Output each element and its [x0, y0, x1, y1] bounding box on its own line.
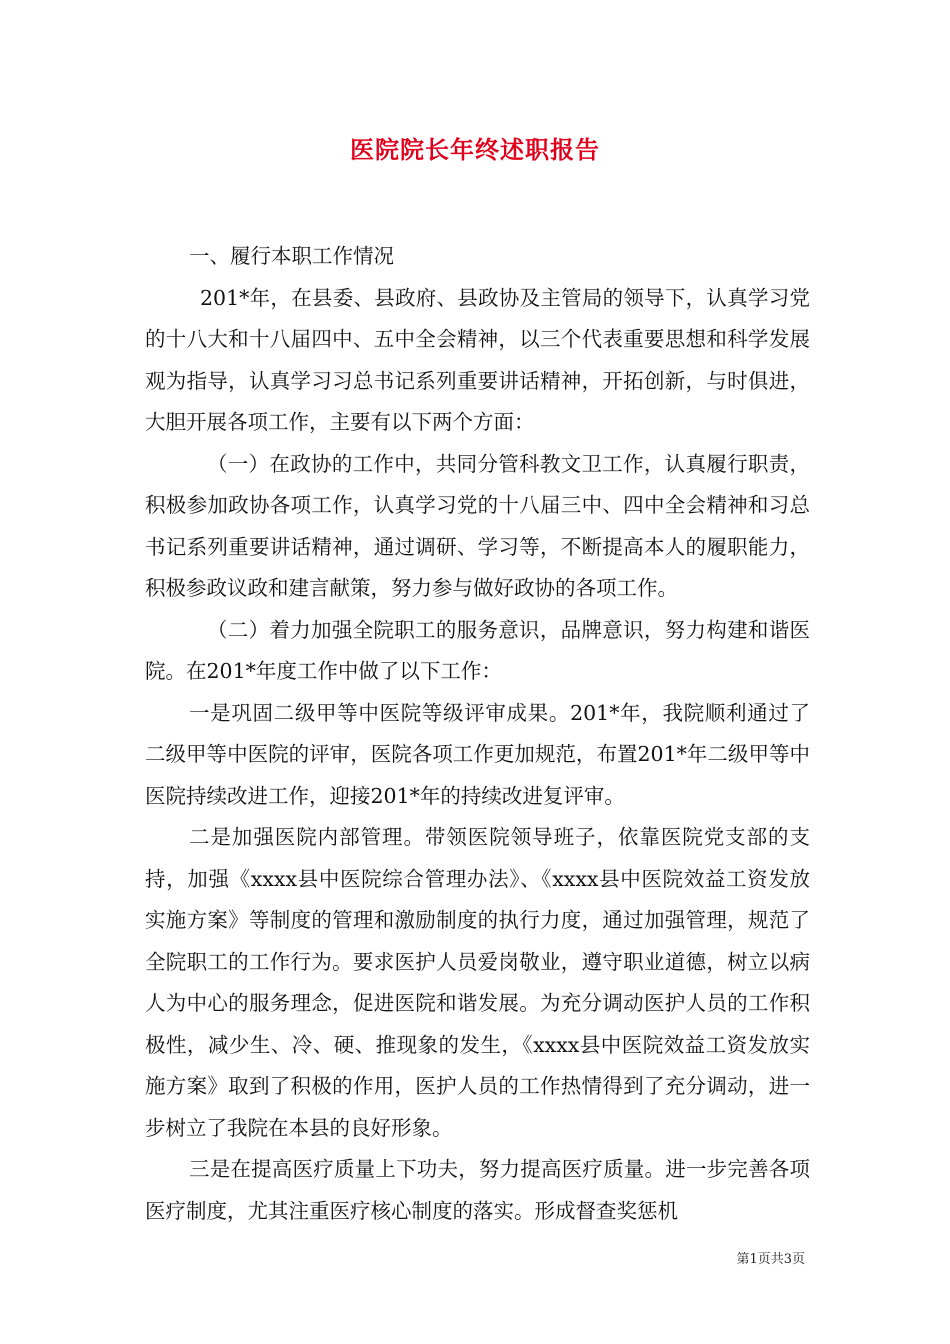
paragraph-cppcc-work: （一）在政协的工作中，共同分管科教文卫工作，认真履行职责，积极参加政协各项工作，认真学习党的十八届三中、四中全会精神和习总书记系列重要讲话精神，通过调研、学习等，不断提高本人的履职能力，积极参政议政和建言献策，努力参与做好政协的各项工作。 — [145, 451, 810, 600]
document-body — [145, 236, 810, 1232]
page-number: 第1页共3页 — [736, 1252, 805, 1267]
paragraph-intro: 201*年，在县委、县政府、县政协及主管局的领导下，认真学习党的十八大和十八届四中、五中全会精神，以三个代表重要思想和科学发展观为指导，认真学习习总书记系列重要讲话精神，开拓创新，与时俱进，大胆开展各项工作，主要有以下两个方面： — [145, 285, 810, 434]
paragraph-service-awareness: （二）着力加强全院职工的服务意识，品牌意识，努力构建和谐医院。在201*年度工作中做了以下工作： — [145, 617, 810, 683]
section-heading: 一、履行本职工作情况 — [189, 244, 394, 268]
document-title: 医院院长年终述职报告 — [350, 135, 600, 164]
paragraph-item-three: 三是在提高医疗质量上下功夫，努力提高医疗质量。进一步完善各项医疗制度，尤其注重医疗核心制度的落实。形成督查奖惩机 — [145, 1157, 810, 1223]
paragraph-item-one: 一是巩固二级甲等中医院等级评审成果。201*年，我院顺利通过了二级甲等中医院的评审，医院各项工作更加规范，布置201*年二级甲等中医院持续改进工作，迎接201*年的持续改进复评审。 — [145, 700, 810, 808]
paragraph-item-two: 二是加强医院内部管理。带领医院领导班子，依靠医院党支部的支持，加强《xxxx县中医院综合管理办法》、《xxxx县中医院效益工资发放实施方案》等制度的管理和激励制度的执行力度，通过加强管理，规范了全院职工的工作行为。要求医护人员爱岗敬业，遵守职业道德，树立以病人为中心的服务理念，促进医院和谐发展。为充分调动医护人员的工作积极性，减少生、冷、硬、推现象的发生，《xxxx县中医院效益工资发放实施方案》取到了积极的作用，医护人员的工作热情得到了充分调动，进一步树立了我院在本县的良好形象。 — [145, 825, 810, 1140]
